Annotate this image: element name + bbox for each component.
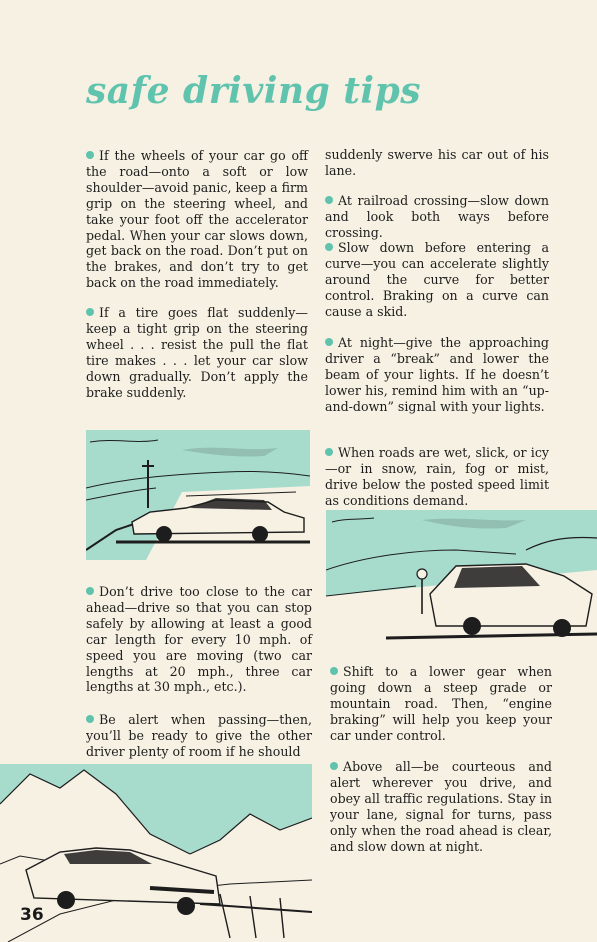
tip-following-text: Don’t drive too close to the car ahead—drive so that you can stop safely by allowing at least a good car length for every 10 mph. of speed you are moving (two car lengths at 20 mph., three car lengths at 30 mph., etc.). [86, 584, 312, 695]
illustration-car-approaching [326, 510, 597, 656]
tip-wet-roads-text: When roads are wet, slick, or icy—or in snow, rain, fog or mist, drive below the posted speed limit as conditions demand. [325, 445, 549, 508]
tip-railroad-text: At railroad crossing—slow down and look both ways before crossing. [325, 193, 549, 240]
tip-passing-continued-text: suddenly swerve his car out of his lane. [325, 147, 549, 178]
bullet-icon [86, 587, 94, 595]
page-number: 36 [20, 905, 44, 925]
illustration-mountain-road [0, 764, 312, 942]
tip-courteous-text: Above all—be courteous and alert wherever you drive, and obey all traffic regulations. Stay in your lane, signal for turns, pass only when the road ahead is clear, and slow down at night. [330, 759, 552, 854]
bullet-icon [325, 338, 333, 346]
tip-passing-text: Be alert when passing—then, you’ll be ready to give the other driver plenty of room if he should [86, 712, 312, 759]
tip-following-distance [86, 584, 312, 695]
bullet-icon [325, 448, 333, 456]
tip-curve [325, 240, 549, 320]
bullet-icon [325, 243, 333, 251]
bullet-icon [86, 308, 94, 316]
tip-flat-tire-text: If a tire goes flat suddenly—keep a tight grip on the steering wheel . . . resist the pull the flat tire makes . . . let your car slow down gradually. Don’t apply the brake suddenly. [86, 305, 308, 400]
bullet-icon [330, 762, 338, 770]
tip-night-text: At night—give the approaching driver a “break” and lower the beam of your lights. If he doesn’t lower his, remind him with an “up-and-down” signal with your lights. [325, 335, 549, 414]
bullet-icon [330, 667, 338, 675]
tip-curve-text: Slow down before entering a curve—you can accelerate slightly around the curve for better control. Braking on a curve can cause a skid. [325, 240, 549, 319]
bullet-icon [325, 196, 333, 204]
tip-shoulder-text: If the wheels of your car go off the road—onto a soft or low shoulder—avoid panic, keep a firm grip on the steering wheel, and take your foot off the accelerator pedal. When your car slows down, get back on the road. Don’t put on the brakes, and don’t try to get back on the road immediately. [86, 148, 308, 291]
bullet-icon [86, 151, 94, 159]
tip-night-driving [325, 335, 549, 415]
tip-flat-tire [86, 305, 308, 400]
illustration-car-on-shoulder [86, 430, 310, 560]
tip-wet-roads [325, 445, 549, 509]
tip-lower-gear-text: Shift to a lower gear when going down a steep grade or mountain road. Then, “engine braking” will help you keep your car under control. [330, 664, 552, 743]
tip-courteous [330, 759, 552, 854]
tip-passing-continued [325, 147, 549, 179]
bullet-icon [86, 715, 94, 723]
tip-railroad [325, 193, 549, 241]
tip-shoulder [86, 148, 308, 291]
tip-passing [86, 712, 312, 760]
page-title: safe driving tips [86, 70, 422, 112]
tip-lower-gear [330, 664, 552, 744]
